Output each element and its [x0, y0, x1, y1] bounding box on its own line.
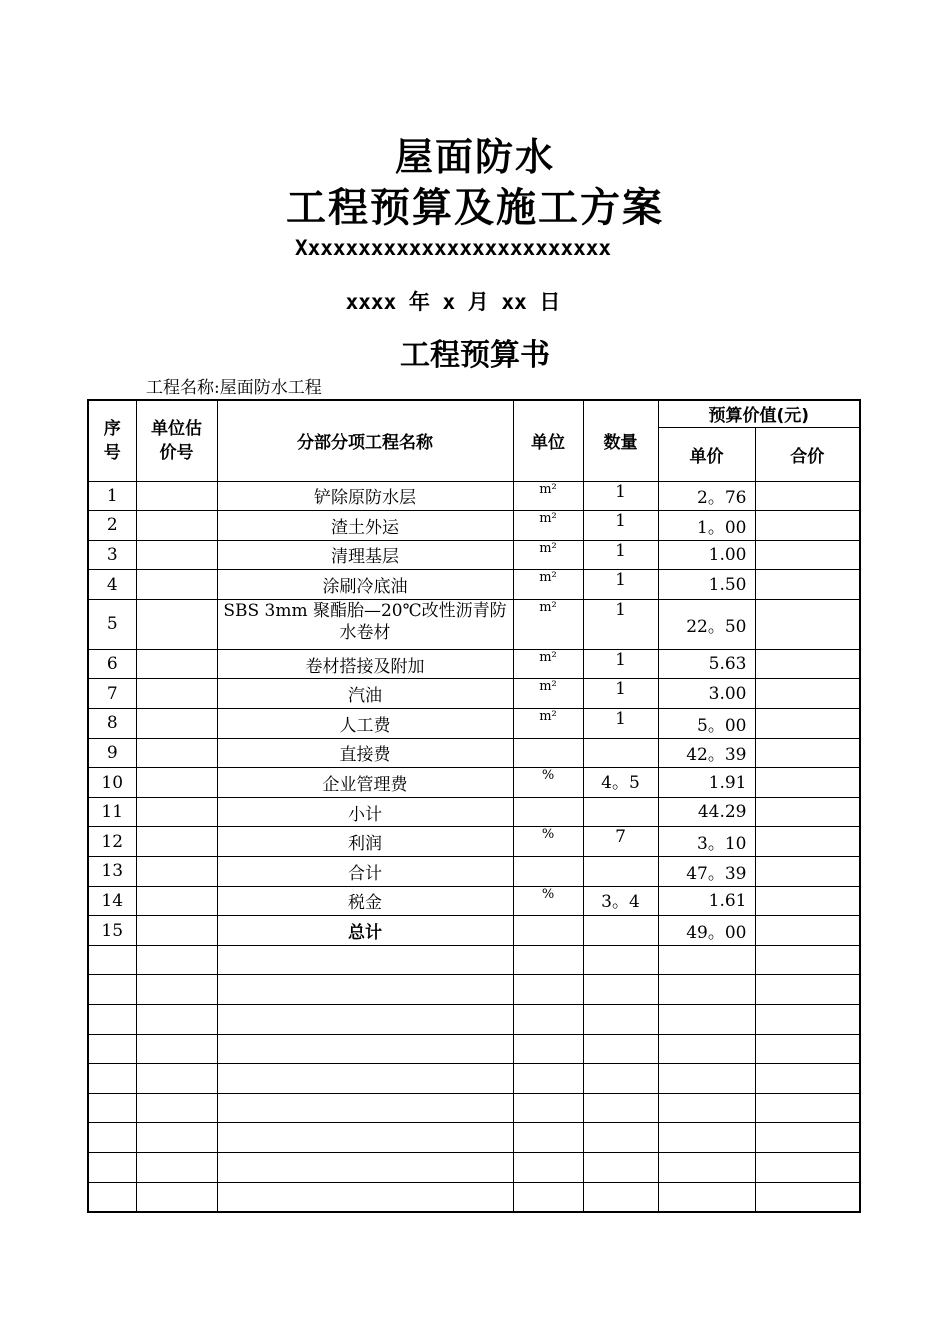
- empty-cell: [513, 1152, 583, 1182]
- row-item-name: 合计: [217, 857, 513, 887]
- header-unit-price-no: 单位估 价号: [136, 400, 217, 481]
- row-unit-price-no: [136, 511, 217, 541]
- row-unit-price: 49。00: [658, 916, 755, 946]
- row-unit-price: 1。00: [658, 511, 755, 541]
- empty-cell: [217, 1123, 513, 1153]
- empty-cell: [583, 1005, 658, 1035]
- row-unit-price-no: [136, 679, 217, 709]
- row-qty: 1: [583, 511, 658, 541]
- empty-cell: [136, 1034, 217, 1064]
- empty-cell: [658, 1182, 755, 1212]
- empty-cell: [658, 1123, 755, 1153]
- row-seq: 6: [88, 649, 136, 679]
- empty-cell: [217, 945, 513, 975]
- row-unit: [513, 916, 583, 946]
- title-line-2: 工程预算及施工方案: [286, 184, 664, 231]
- empty-row: [88, 1064, 860, 1094]
- table-row: [88, 886, 860, 916]
- empty-cell: [658, 1064, 755, 1094]
- table-row: [88, 511, 860, 541]
- row-qty: 1: [583, 570, 658, 600]
- empty-row: [88, 1182, 860, 1212]
- row-unit-price: 5.63: [658, 649, 755, 679]
- empty-cell: [136, 1093, 217, 1123]
- row-seq: 12: [88, 827, 136, 857]
- table-row: [88, 649, 860, 679]
- row-unit: m²: [513, 511, 583, 541]
- empty-cell: [136, 1123, 217, 1153]
- row-total-price: [755, 679, 860, 709]
- row-seq: 10: [88, 768, 136, 798]
- row-qty: 1: [583, 649, 658, 679]
- empty-cell: [513, 1005, 583, 1035]
- header-total-price: 合价: [755, 427, 860, 481]
- empty-cell: [755, 1034, 860, 1064]
- row-unit: %: [513, 827, 583, 857]
- empty-cell: [88, 1093, 136, 1123]
- row-seq: 14: [88, 886, 136, 916]
- row-unit-price: 3.00: [658, 679, 755, 709]
- row-unit: [513, 797, 583, 827]
- empty-row: [88, 1123, 860, 1153]
- empty-row: [88, 945, 860, 975]
- empty-cell: [217, 1093, 513, 1123]
- row-unit: m²: [513, 540, 583, 570]
- row-unit-price: 5。00: [658, 709, 755, 739]
- table-row: [88, 797, 860, 827]
- row-unit-price: 1.91: [658, 768, 755, 798]
- header-qty: 数量: [583, 400, 658, 481]
- empty-cell: [583, 1182, 658, 1212]
- row-item-name: 直接费: [217, 738, 513, 768]
- header-unit-price: 单价: [658, 427, 755, 481]
- row-seq: 3: [88, 540, 136, 570]
- empty-cell: [88, 945, 136, 975]
- empty-cell: [513, 975, 583, 1005]
- table-row: [88, 540, 860, 570]
- row-qty: 1: [583, 709, 658, 739]
- empty-cell: [513, 945, 583, 975]
- row-unit: %: [513, 768, 583, 798]
- row-item-name: 小计: [217, 797, 513, 827]
- header-budget-value: 预算价值(元): [658, 400, 860, 427]
- row-item-name: SBS 3mm 聚酯胎—20℃改性沥青防水卷材: [217, 599, 513, 649]
- row-unit-price-no: [136, 768, 217, 798]
- empty-cell: [88, 1182, 136, 1212]
- row-seq: 7: [88, 679, 136, 709]
- empty-cell: [217, 1064, 513, 1094]
- empty-cell: [583, 1034, 658, 1064]
- row-unit-price: 3。10: [658, 827, 755, 857]
- empty-cell: [88, 1064, 136, 1094]
- empty-cell: [755, 1005, 860, 1035]
- empty-cell: [755, 975, 860, 1005]
- row-qty: 3。4: [583, 886, 658, 916]
- row-unit-price: 42。39: [658, 738, 755, 768]
- row-total-price: [755, 709, 860, 739]
- empty-cell: [136, 1152, 217, 1182]
- row-item-name: 人工费: [217, 709, 513, 739]
- empty-cell: [755, 1182, 860, 1212]
- row-unit: [513, 738, 583, 768]
- empty-cell: [658, 1005, 755, 1035]
- table-row: [88, 857, 860, 887]
- empty-cell: [513, 1034, 583, 1064]
- row-seq: 1: [88, 481, 136, 511]
- empty-row: [88, 1152, 860, 1182]
- row-qty: 1: [583, 679, 658, 709]
- row-unit: m²: [513, 679, 583, 709]
- row-unit-price: 1.50: [658, 570, 755, 600]
- row-total-price: [755, 511, 860, 541]
- table-row: [88, 481, 860, 511]
- empty-row: [88, 1093, 860, 1123]
- row-total-price: [755, 599, 860, 649]
- row-qty: [583, 916, 658, 946]
- row-qty: [583, 738, 658, 768]
- empty-cell: [658, 1093, 755, 1123]
- row-qty: 7: [583, 827, 658, 857]
- row-unit-price: 47。39: [658, 857, 755, 887]
- title-line-1: 屋面防水: [394, 134, 555, 179]
- row-unit-price: 1.61: [658, 886, 755, 916]
- empty-cell: [583, 1064, 658, 1094]
- row-qty: [583, 857, 658, 887]
- row-total-price: [755, 857, 860, 887]
- row-unit-price-no: [136, 570, 217, 600]
- row-unit-price-no: [136, 709, 217, 739]
- empty-cell: [88, 1034, 136, 1064]
- budget-book-title: 工程预算书: [400, 338, 550, 373]
- row-unit: [513, 857, 583, 887]
- row-unit-price-no: [136, 916, 217, 946]
- row-item-name: 渣土外运: [217, 511, 513, 541]
- row-unit: m²: [513, 649, 583, 679]
- empty-cell: [755, 1064, 860, 1094]
- table-row: [88, 916, 860, 946]
- row-seq: 15: [88, 916, 136, 946]
- row-unit-price-no: [136, 599, 217, 649]
- row-item-name: 总计: [217, 916, 513, 946]
- row-unit-price-no: [136, 540, 217, 570]
- row-unit-price: 2。76: [658, 481, 755, 511]
- header-item-name: 分部分项工程名称: [217, 400, 513, 481]
- row-unit-price-no: [136, 827, 217, 857]
- empty-cell: [136, 1064, 217, 1094]
- empty-cell: [217, 1005, 513, 1035]
- row-unit-price: 44.29: [658, 797, 755, 827]
- row-qty: 1: [583, 540, 658, 570]
- empty-cell: [755, 1093, 860, 1123]
- row-item-name: 铲除原防水层: [217, 481, 513, 511]
- row-total-price: [755, 649, 860, 679]
- row-seq: 8: [88, 709, 136, 739]
- empty-cell: [513, 1064, 583, 1094]
- row-total-price: [755, 916, 860, 946]
- row-qty: 4。5: [583, 768, 658, 798]
- empty-cell: [583, 1123, 658, 1153]
- empty-cell: [88, 1005, 136, 1035]
- row-seq: 2: [88, 511, 136, 541]
- empty-cell: [217, 1152, 513, 1182]
- row-unit-price-no: [136, 857, 217, 887]
- row-qty: 1: [583, 599, 658, 649]
- row-unit: m²: [513, 599, 583, 649]
- empty-row: [88, 975, 860, 1005]
- empty-cell: [658, 1152, 755, 1182]
- empty-cell: [88, 1152, 136, 1182]
- empty-row: [88, 1005, 860, 1035]
- table-row: [88, 768, 860, 798]
- document-date: xxxx 年 x 月 xx 日: [345, 290, 561, 314]
- empty-cell: [658, 975, 755, 1005]
- row-total-price: [755, 540, 860, 570]
- table-row: [88, 827, 860, 857]
- row-total-price: [755, 481, 860, 511]
- empty-cell: [755, 1123, 860, 1153]
- row-total-price: [755, 827, 860, 857]
- empty-cell: [658, 945, 755, 975]
- document-code: Xxxxxxxxxxxxxxxxxxxxxxxxx: [294, 236, 612, 260]
- empty-cell: [583, 1152, 658, 1182]
- empty-cell: [658, 1034, 755, 1064]
- table-row: [88, 599, 860, 649]
- row-item-name: 企业管理费: [217, 768, 513, 798]
- empty-cell: [583, 945, 658, 975]
- empty-cell: [513, 1123, 583, 1153]
- row-seq: 9: [88, 738, 136, 768]
- empty-cell: [583, 975, 658, 1005]
- row-item-name: 涂刷冷底油: [217, 570, 513, 600]
- row-unit: m²: [513, 570, 583, 600]
- empty-row: [88, 1034, 860, 1064]
- row-item-name: 汽油: [217, 679, 513, 709]
- table-row: [88, 709, 860, 739]
- empty-cell: [136, 1182, 217, 1212]
- empty-cell: [88, 975, 136, 1005]
- row-item-name: 清理基层: [217, 540, 513, 570]
- row-total-price: [755, 738, 860, 768]
- row-total-price: [755, 570, 860, 600]
- row-seq: 11: [88, 797, 136, 827]
- row-item-name: 税金: [217, 886, 513, 916]
- row-unit-price-no: [136, 649, 217, 679]
- row-total-price: [755, 768, 860, 798]
- budget-table: [87, 399, 861, 1213]
- row-unit-price: 1.00: [658, 540, 755, 570]
- header-seq: 序 号: [88, 400, 136, 481]
- row-seq: 4: [88, 570, 136, 600]
- row-unit: %: [513, 886, 583, 916]
- table-row: [88, 570, 860, 600]
- row-unit: m²: [513, 481, 583, 511]
- row-unit-price-no: [136, 481, 217, 511]
- row-seq: 5: [88, 599, 136, 649]
- empty-cell: [217, 1034, 513, 1064]
- empty-cell: [136, 945, 217, 975]
- table-row: [88, 738, 860, 768]
- empty-cell: [217, 975, 513, 1005]
- table-row: [88, 679, 860, 709]
- row-unit-price-no: [136, 797, 217, 827]
- row-item-name: 利润: [217, 827, 513, 857]
- empty-cell: [217, 1182, 513, 1212]
- row-unit-price: 22。50: [658, 599, 755, 649]
- row-total-price: [755, 797, 860, 827]
- row-unit-price-no: [136, 738, 217, 768]
- row-item-name: 卷材搭接及附加: [217, 649, 513, 679]
- row-qty: [583, 797, 658, 827]
- empty-cell: [136, 1005, 217, 1035]
- empty-cell: [88, 1123, 136, 1153]
- empty-cell: [755, 945, 860, 975]
- row-qty: 1: [583, 481, 658, 511]
- row-unit: m²: [513, 709, 583, 739]
- empty-cell: [513, 1182, 583, 1212]
- project-name: 工程名称:屋面防水工程: [146, 378, 322, 398]
- empty-cell: [136, 975, 217, 1005]
- empty-cell: [513, 1093, 583, 1123]
- row-total-price: [755, 886, 860, 916]
- empty-cell: [755, 1152, 860, 1182]
- empty-cell: [583, 1093, 658, 1123]
- row-unit-price-no: [136, 886, 217, 916]
- row-seq: 13: [88, 857, 136, 887]
- header-unit: 单位: [513, 400, 583, 481]
